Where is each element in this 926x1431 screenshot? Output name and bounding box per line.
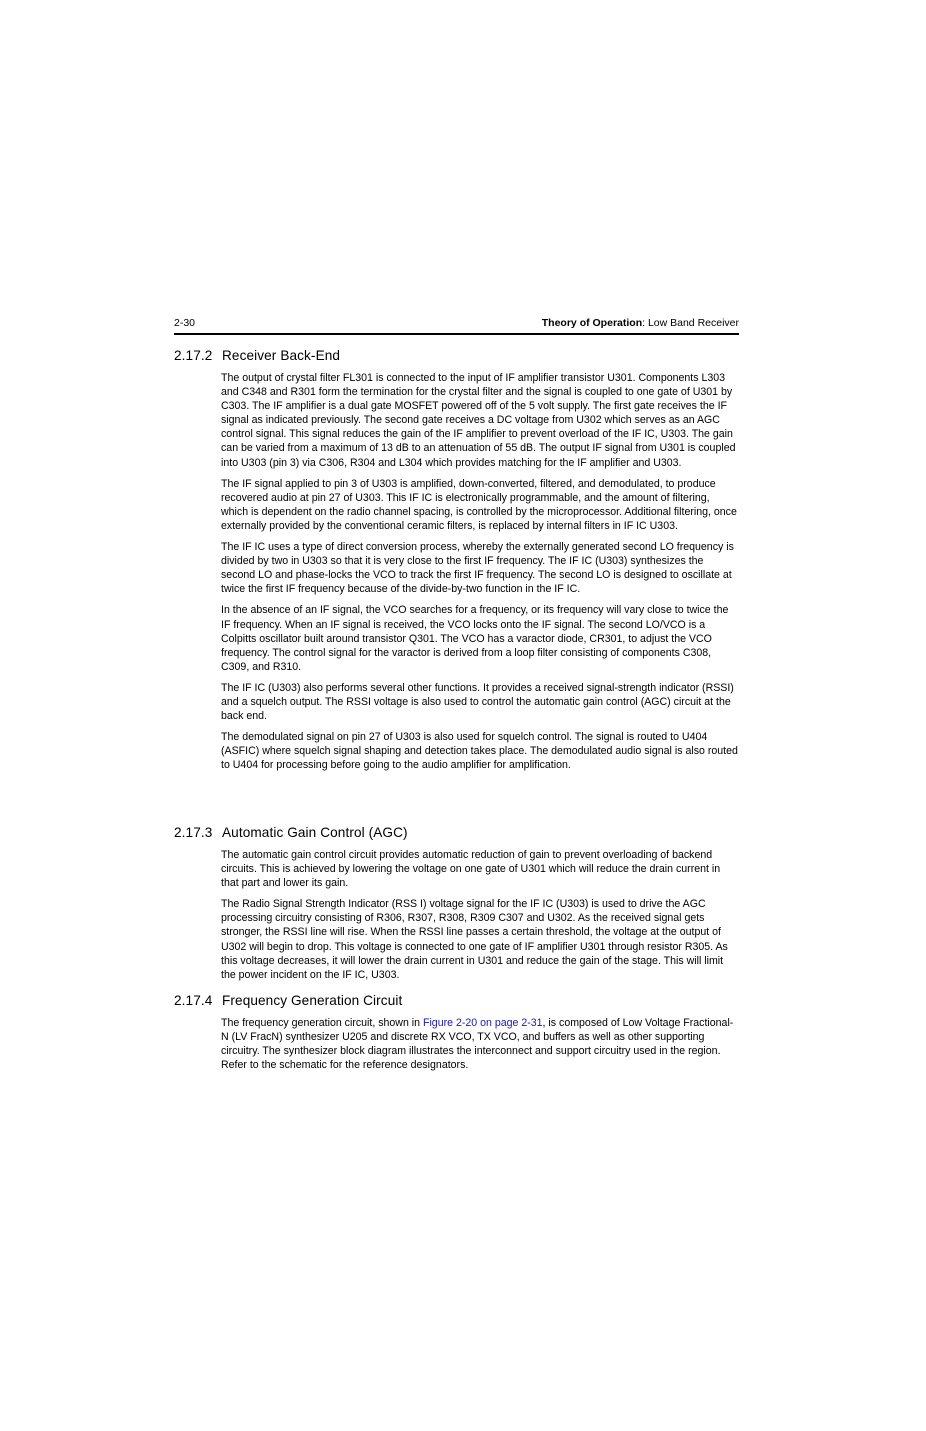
paragraph: The demodulated signal on pin 27 of U303 is also used for squelch control. The signal is routed to U404 (ASFIC) where squelch signal shaping and detection takes place. The demodulated audio signal is also routed to U404 for processing before going to the audio amplifier for amplification. (221, 731, 738, 772)
running-title (542, 316, 739, 330)
header-rule (174, 333, 739, 335)
paragraph: In the absence of an IF signal, the VCO searches for a frequency, or its frequency will vary close to twice the IF frequency. When an IF signal is received, the VCO locks onto the IF signal. The second LO/VCO is a Colpitts oscillator built around transistor Q301. The VCO has a varactor diode, CR301, to adjust the VCO frequency. The control signal for the varactor is derived from a loop filter consisting of components C308, C309, and R310. (221, 604, 729, 673)
figure-link[interactable]: Figure 2-20 on page 2-31 (422, 1017, 543, 1029)
section-frequency-generation (174, 992, 739, 1072)
paragraph: The output of crystal filter FL301 is connected to the input of IF amplifier transistor U301. Components L303 and C348 and R301 form the termination for the crystal filter and the signal is coupled to one gate of U301 by C303. The IF amplifier is a dual gate MOSFET powered off of the 5 volt supply. The first gate receives the IF signal as indicated previously. The second gate receives a DC voltage from U302 which serves as an AGC control signal. This signal reduces the gain of the IF amplifier to prevent overload of the IF IC, U303. The gain can be varied from a maximum of 13 dB to an attenuation of 55 dB. The output IF signal from U301 is coupled into U303 (pin 3) via C306, R304 and L304 which provides matching for the IF amplifier and U303. (221, 372, 736, 469)
section-heading (174, 824, 739, 842)
section-number: 2.17.2 (174, 348, 213, 363)
section-title: Receiver Back-End (222, 348, 341, 363)
paragraph: The IF IC (U303) also performs several other functions. It provides a received signal-strength indicator (RSSI) and a squelch output. The RSSI voltage is also used to control the automatic gain control (AGC) circuit at the back end. (221, 681, 734, 723)
paragraph: The automatic gain control circuit provides automatic reduction of gain to prevent overloading of backend circuits. This is achieved by lowering the voltage on one gate of U301 which will reduce the drain current in that part and lower its gain. (221, 849, 721, 890)
paragraph-text: The frequency generation circuit, shown in (221, 1017, 423, 1029)
section-receiver-back-end (174, 347, 739, 772)
section-heading (174, 992, 739, 1010)
page-header (174, 316, 739, 330)
page-number: 2-30 (174, 317, 196, 329)
paragraph: The IF signal applied to pin 3 of U303 is amplified, down-converted, filtered, and demodulated, to produce recovered audio at pin 27 of U303. This IF IC is electronically programmable, and the amount of filtering, which is dependent on the radio channel spacing, is controlled by the microprocessor. Additional filtering, once externally provided by the conventional ceramic filters, is replaced by internal filters in IF IC U303. (221, 477, 737, 532)
paragraph: The IF IC uses a type of direct conversion process, whereby the externally generated second LO frequency is divided by two in U303 so that it is very close to the first IF frequency. The IF IC (U303) synthesizes the second LO and phase-locks the VCO to track the first IF frequency. The second LO is designed to oscillate at twice the first IF frequency because of the divide-by-two function in the IF IC. (221, 541, 734, 596)
section-agc (174, 824, 739, 982)
running-title-bold: Theory of Operation (541, 317, 643, 329)
section-title: Frequency Generation Circuit (222, 993, 403, 1008)
paragraph-text: , is composed of Low Voltage Fractional-N (LV FracN) synthesizer U205 and discrete RX VCO, TX VCO, and buffers as well as other supporting circuitry. The synthesizer block diagram illustrates the interconnect and support circuitry used in the region. Refer to the schematic for the reference designators. (221, 1017, 734, 1072)
section-heading (174, 347, 739, 365)
paragraph (221, 1016, 739, 1072)
section-number: 2.17.4 (174, 993, 213, 1008)
running-title-rest: : Low Band Receiver (642, 317, 739, 329)
section-number: 2.17.3 (174, 825, 213, 840)
section-title: Automatic Gain Control (AGC) (222, 825, 408, 840)
paragraph: The Radio Signal Strength Indicator (RSS I) voltage signal for the IF IC (U303) is used to drive the AGC processing circuitry consisting of R306, R307, R308, R309 C307 and U302. As the received signal gets stronger, the RSSI line will rise. When the RSSI line passes a certain threshold, the voltage at the output of U302 will begin to drop. This voltage is connected to one gate of IF amplifier U301 through resistor R305. As this voltage decreases, it will lower the drain current in U301 and reduce the gain of the stage. This will limit the power incident on the IF IC, U303. (221, 898, 728, 981)
